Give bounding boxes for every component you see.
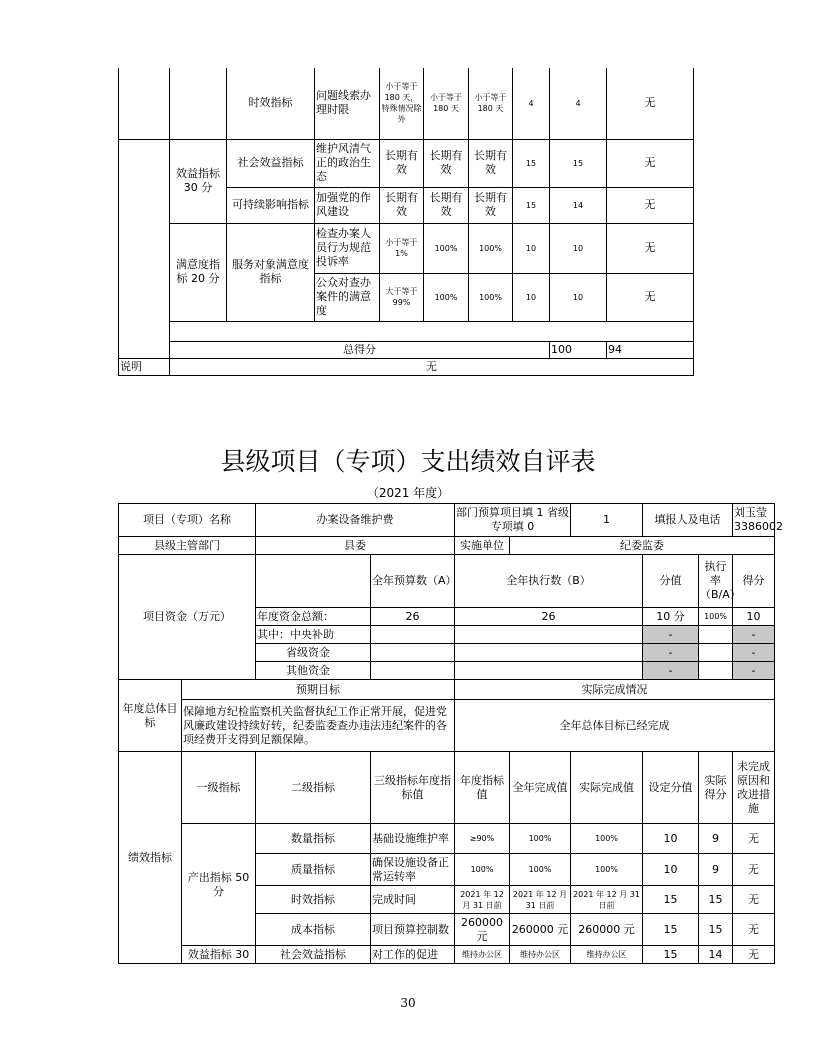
perf-actual: 260000 元	[571, 914, 643, 946]
fund-row-label: 其中：中央补助	[256, 626, 371, 644]
perf-score-got: 15	[699, 914, 733, 946]
perf-score-got: 14	[699, 946, 733, 964]
reporter-label: 填报人及电话	[643, 504, 733, 537]
col-score-set: 设定分值	[643, 752, 699, 824]
page-number: 30	[400, 996, 416, 1010]
note-value: 无	[170, 358, 694, 375]
reason-cell: 无	[607, 223, 694, 273]
total-score-label: 总得分	[170, 341, 550, 358]
fund-row-points: -	[733, 626, 775, 644]
fund-row-exec	[455, 662, 643, 680]
fund-row-rate	[699, 626, 733, 644]
score-got-cell: 10	[550, 273, 607, 321]
perf-label: 绩效指标	[119, 752, 182, 964]
perf-level3: 基础设施维护率	[371, 824, 455, 854]
level3-cell: 加强党的作风建设	[315, 187, 380, 223]
expected-goal-text: 保障地方纪检监察机关监督执纪工作正常开展，促进党风廉政建设持续好转，纪委监委查办违法违纪案件的各项经费开支得到足额保障。	[182, 700, 455, 752]
level2-cell: 社会效益指标	[227, 139, 315, 187]
actual-value-cell: 小于等于 180 天	[469, 68, 513, 139]
annual-value-cell: 长期有效	[380, 139, 424, 187]
fund-row-points: 10	[733, 608, 775, 626]
annual-value-cell: 小于等于 1%	[380, 223, 424, 273]
full-year-value-cell: 100%	[424, 223, 469, 273]
reason-cell: 无	[607, 68, 694, 139]
fund-row-budget	[371, 644, 455, 662]
impl-label: 实施单位	[455, 537, 510, 555]
form-year: （2021 年度）	[366, 486, 450, 500]
fund-row-exec	[455, 626, 643, 644]
fund-row-points: -	[733, 644, 775, 662]
col-full-year: 全年完成值	[510, 752, 571, 824]
dept-label: 县级主管部门	[119, 537, 256, 555]
actual-value-cell: 长期有效	[469, 187, 513, 223]
budget-fill-label: 部门预算项目填 1 省级专项填 0	[455, 504, 571, 537]
goal-label: 年度总体目标	[119, 680, 182, 752]
dept-value: 县委	[256, 537, 455, 555]
col-level1: 一级指标	[182, 752, 256, 824]
expected-header: 预期目标	[182, 680, 455, 700]
blank-cell	[256, 555, 371, 608]
benefit-group-cell: 效益指标 30	[182, 946, 256, 964]
fund-row-points: -	[733, 662, 775, 680]
actual-header: 实际完成情况	[455, 680, 775, 700]
fund-row-exec	[455, 644, 643, 662]
satisfaction-group-cell: 满意度指标 20 分	[170, 223, 227, 321]
actual-value-cell: 100%	[469, 273, 513, 321]
reason-cell: 无	[607, 273, 694, 321]
score-got-cell: 14	[550, 187, 607, 223]
col-score-got: 实际得分	[699, 752, 733, 824]
perf-reason: 无	[733, 824, 775, 854]
perf-level2: 质量指标	[256, 854, 371, 886]
total-score-set: 100	[550, 341, 607, 358]
reporter-value: 刘玉莹 3386002	[733, 504, 775, 537]
fund-row-rate	[699, 644, 733, 662]
project-name-value: 办案设备维护费	[256, 504, 455, 537]
score-set-cell: 10	[513, 223, 550, 273]
perf-level3: 完成时间	[371, 886, 455, 914]
perf-score-got: 9	[699, 854, 733, 886]
annual-budget-header: 全年预算数（A）	[371, 555, 455, 608]
perf-full-year: 100%	[510, 824, 571, 854]
perf-full-year: 260000 元	[510, 914, 571, 946]
perf-annual: 260000 元	[455, 914, 510, 946]
perf-score-set: 15	[643, 886, 699, 914]
perf-annual: ≥90%	[455, 824, 510, 854]
col-level3: 三级指标年度指标值	[371, 752, 455, 824]
level3-cell: 公众对查办案件的满意度	[315, 273, 380, 321]
score-got-cell: 4	[550, 68, 607, 139]
level2-cell: 服务对象满意度指标	[227, 223, 315, 321]
perf-level2: 数量指标	[256, 824, 371, 854]
note-label: 说明	[119, 358, 170, 375]
perf-score-got: 15	[699, 886, 733, 914]
budget-fill-value: 1	[571, 504, 643, 537]
perf-level2: 社会效益指标	[256, 946, 371, 964]
upper-performance-table	[118, 68, 694, 376]
benefit-group-cell: 效益指标 30 分	[170, 139, 227, 223]
perf-full-year: 2021 年 12 月 31 日前	[510, 886, 571, 914]
perf-score-set: 10	[643, 824, 699, 854]
project-name-label: 项目（专项）名称	[119, 504, 256, 537]
blank-cell	[119, 139, 170, 358]
col-level2: 二级指标	[256, 752, 371, 824]
level3-cell: 问题线索办理时限	[315, 68, 380, 139]
fund-row-budget	[371, 662, 455, 680]
fund-row-label: 省级资金	[256, 644, 371, 662]
level2-cell: 可持续影响指标	[227, 187, 315, 223]
fund-row-score: 10 分	[643, 608, 699, 626]
fund-row-score: -	[643, 644, 699, 662]
score-got-cell: 10	[550, 223, 607, 273]
perf-full-year: 维持办公区	[510, 946, 571, 964]
score-set-cell: 15	[513, 187, 550, 223]
fund-row-score: -	[643, 626, 699, 644]
total-score-got: 94	[607, 341, 694, 358]
fund-row-score: -	[643, 662, 699, 680]
full-year-value-cell: 长期有效	[424, 187, 469, 223]
score-set-cell: 10	[513, 273, 550, 321]
exec-rate-header: 执行率（B/A）	[699, 555, 733, 608]
col-reason: 未完成原因和改进措施	[733, 752, 775, 824]
actual-value-cell: 100%	[469, 223, 513, 273]
perf-full-year: 100%	[510, 854, 571, 886]
perf-level2: 成本指标	[256, 914, 371, 946]
level2-cell: 时效指标	[227, 68, 315, 139]
full-year-value-cell: 小于等于 180 天	[424, 68, 469, 139]
perf-score-set: 10	[643, 854, 699, 886]
perf-reason: 无	[733, 854, 775, 886]
annual-value-cell: 长期有效	[380, 187, 424, 223]
points-header: 得分	[733, 555, 775, 608]
blank-cell	[170, 68, 227, 139]
score-got-cell: 15	[550, 139, 607, 187]
perf-level2: 时效指标	[256, 886, 371, 914]
perf-score-got: 9	[699, 824, 733, 854]
annual-value-cell: 小于等于 180 天，特殊情况除外	[380, 68, 424, 139]
output-group-cell: 产出指标 50 分	[182, 824, 256, 946]
perf-score-set: 15	[643, 914, 699, 946]
full-year-value-cell: 100%	[424, 273, 469, 321]
perf-annual: 2021 年 12 月 31 日前	[455, 886, 510, 914]
perf-reason: 无	[733, 886, 775, 914]
fund-row-budget: 26	[371, 608, 455, 626]
perf-reason: 无	[733, 914, 775, 946]
annual-exec-header: 全年执行数（B）	[455, 555, 643, 608]
full-year-value-cell: 长期有效	[424, 139, 469, 187]
perf-annual: 100%	[455, 854, 510, 886]
perf-actual: 100%	[571, 824, 643, 854]
reason-cell: 无	[607, 187, 694, 223]
col-annual: 年度指标值	[455, 752, 510, 824]
reason-cell: 无	[607, 139, 694, 187]
col-actual: 实际完成值	[571, 752, 643, 824]
perf-level3: 对工作的促进	[371, 946, 455, 964]
perf-actual: 维持办公区	[571, 946, 643, 964]
blank-row	[170, 321, 694, 341]
fund-row-rate	[699, 662, 733, 680]
level3-cell: 检查办案人员行为规范投诉率	[315, 223, 380, 273]
project-self-evaluation-table	[118, 503, 783, 964]
fund-row-label: 年度资金总额：	[256, 608, 371, 626]
fund-row-budget	[371, 626, 455, 644]
perf-level3: 项目预算控制数	[371, 914, 455, 946]
blank-cell	[119, 68, 170, 139]
funds-label: 项目资金（万元）	[119, 555, 256, 680]
score-set-cell: 4	[513, 68, 550, 139]
actual-goal-text: 全年总体目标已经完成	[455, 700, 775, 752]
score-header: 分值	[643, 555, 699, 608]
perf-actual: 2021 年 12 月 31 日前	[571, 886, 643, 914]
annual-value-cell: 大于等于 99%	[380, 273, 424, 321]
level3-cell: 维护风清气正的政治生态	[315, 139, 380, 187]
perf-annual: 维持办公区	[455, 946, 510, 964]
perf-level3: 确保设施设备正常运转率	[371, 854, 455, 886]
fund-row-label: 其他资金	[256, 662, 371, 680]
form-title: 县级项目（专项）支出绩效自评表	[220, 447, 596, 476]
score-set-cell: 15	[513, 139, 550, 187]
impl-value: 纪委监委	[510, 537, 775, 555]
fund-row-rate: 100%	[699, 608, 733, 626]
perf-reason: 无	[733, 946, 775, 964]
perf-score-set: 15	[643, 946, 699, 964]
perf-actual: 100%	[571, 854, 643, 886]
fund-row-exec: 26	[455, 608, 643, 626]
actual-value-cell: 长期有效	[469, 139, 513, 187]
